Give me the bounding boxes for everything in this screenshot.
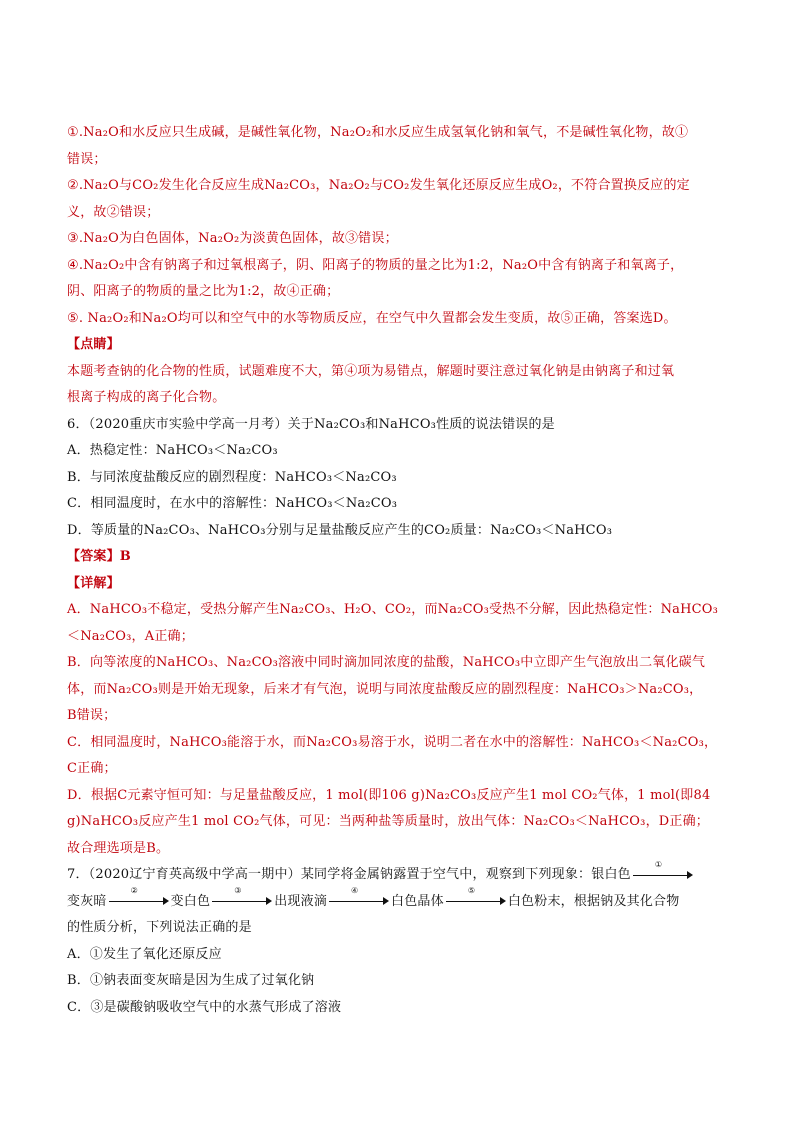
dianjing-line: 根离子构成的离子化合物。 <box>67 390 226 405</box>
detail-line: 体，而Na₂CO₃则是开始无现象，后来才有气泡，说明与同浓度盐酸反应的剧烈程度：NaHCO₃＞Na₂CO₃， <box>67 681 703 697</box>
detail-line: ＜Na₂CO₃，A正确； <box>67 628 194 644</box>
dianjing-header: 【点睛】 <box>67 337 120 352</box>
option-a: A．热稳定性：NaHCO₃＜Na₂CO₃ <box>67 443 278 458</box>
detail-line: 故合理选项是B。 <box>67 840 170 856</box>
option-c: C．③是碳酸钠吸收空气中的水蒸气形成了溶液 <box>67 999 342 1015</box>
chain-state: 白色粉末，根据钠及其化合物 <box>507 893 680 909</box>
detail-line: B错误； <box>67 708 117 723</box>
reaction-arrow-5 <box>446 886 506 907</box>
reaction-chain <box>67 886 727 916</box>
analysis-line: ①.Na₂O和水反应只生成碱，是碱性氧化物，Na₂O₂和水反应生成氢氧化钠和氧气，不是碱性氧化物，故① <box>67 125 689 140</box>
chain-state: 出现液滴 <box>274 893 328 909</box>
chain-state: 变白色 <box>170 893 211 909</box>
question-stem <box>67 859 727 889</box>
option-d: D．等质量的Na₂CO₃、NaHCO₃分别与足量盐酸反应产生的CO₂质量：Na₂CO₃＜NaHCO₃ <box>67 522 613 538</box>
option-b: B．与同浓度盐酸反应的剧烈程度：NaHCO₃＜Na₂CO₃ <box>67 469 397 485</box>
answer-label: 【答案】B <box>67 549 131 564</box>
dianjing-line: 本题考查钠的化合物的性质，试题难度不大，第④项为易错点，解题时要注意过氧化钠是由钠离子和过氧 <box>67 363 675 379</box>
detail-line: A．NaHCO₃不稳定，受热分解产生Na₂CO₃、H₂O、CO₂，而Na₂CO₃受热不分解，因此热稳定性：NaHCO₃ <box>67 602 719 617</box>
option-a: A．①发生了氧化还原反应 <box>67 946 222 962</box>
chain-state: 白色晶体 <box>391 893 444 909</box>
step-label: ② <box>130 886 138 895</box>
dianjing-section <box>67 332 727 412</box>
step-label: ⑤ <box>467 886 476 895</box>
analysis-line: 义，故②错误； <box>67 204 160 220</box>
document-page <box>67 120 727 1021</box>
previous-analysis <box>67 120 727 332</box>
detail-header: 【详解】 <box>67 575 120 591</box>
step-label: ④ <box>351 886 359 895</box>
option-b: B．①钠表面变灰暗是因为生成了过氧化钠 <box>67 973 315 988</box>
reaction-arrow-4 <box>329 886 389 907</box>
detail-line: C．相同温度时，NaHCO₃能溶于水，而Na₂CO₃易溶于水，说明二者在水中的溶解性：NaHCO₃＜Na₂CO₃， <box>67 734 718 750</box>
stem-text: 7．（2020辽宁育英高级中学高一期中）某同学将金属钠露置于空气中，观察到下列现象：银白色 <box>67 867 631 882</box>
detail-line: B．向等浓度的NaHCO₃、Na₂CO₃溶液中同时滴加同浓度的盐酸，NaHCO₃中立即产生气泡放出二氧化碳气 <box>67 655 706 670</box>
analysis-line: 阴、阳离子的物质的量之比为1:2，故④正确； <box>67 284 340 299</box>
reaction-arrow-2 <box>109 886 169 907</box>
question-6 <box>67 412 727 863</box>
detail-line: C正确； <box>67 761 117 776</box>
detail-line: g)NaHCO₃反应产生1 mol CO₂气体，可见：当两种盐等质量时，放出气体：Na₂CO₃＜NaHCO₃，D正确； <box>67 814 709 829</box>
analysis-line: ③.Na₂O为白色固体，Na₂O₂为淡黄色固体，故③错误； <box>67 231 398 246</box>
question-stem: 6．（2020重庆市实验中学高一月考）关于Na₂CO₃和NaHCO₃性质的说法错误的是 <box>67 416 555 432</box>
chain-state: 变灰暗 <box>67 893 107 909</box>
analysis-line: ④.Na₂O₂中含有钠离子和过氧根离子，阴、阳离子的物质的量之比为1:2，Na₂O中含有钠离子和氧离子， <box>67 257 684 273</box>
analysis-line: ②.Na₂O与CO₂发生化合反应生成Na₂CO₃，Na₂O₂与CO₂发生氧化还原反应生成O₂，不符合置换反应的定 <box>67 178 690 193</box>
question-stem-end: 的性质分析，下列说法正确的是 <box>67 920 252 935</box>
option-c: C．相同温度时，在水中的溶解性：NaHCO₃＜Na₂CO₃ <box>67 496 398 511</box>
detail-body <box>67 597 727 862</box>
step-label: ③ <box>234 886 242 895</box>
reaction-arrow-1 <box>633 859 693 881</box>
analysis-line: 错误； <box>67 151 107 167</box>
question-7 <box>67 859 727 1021</box>
step-label: ① <box>654 859 663 869</box>
analysis-line: ⑤. Na₂O₂和Na₂O均可以和空气中的水等物质反应，在空气中久置都会发生变质，故⑤正确，答案选D。 <box>67 310 677 326</box>
reaction-arrow-3 <box>212 886 272 907</box>
detail-line: D．根据C元素守恒可知：与足量盐酸反应，1 mol(即106 g)Na₂CO₃反应产生1 mol CO₂气体，1 mol(即84 <box>67 787 711 803</box>
